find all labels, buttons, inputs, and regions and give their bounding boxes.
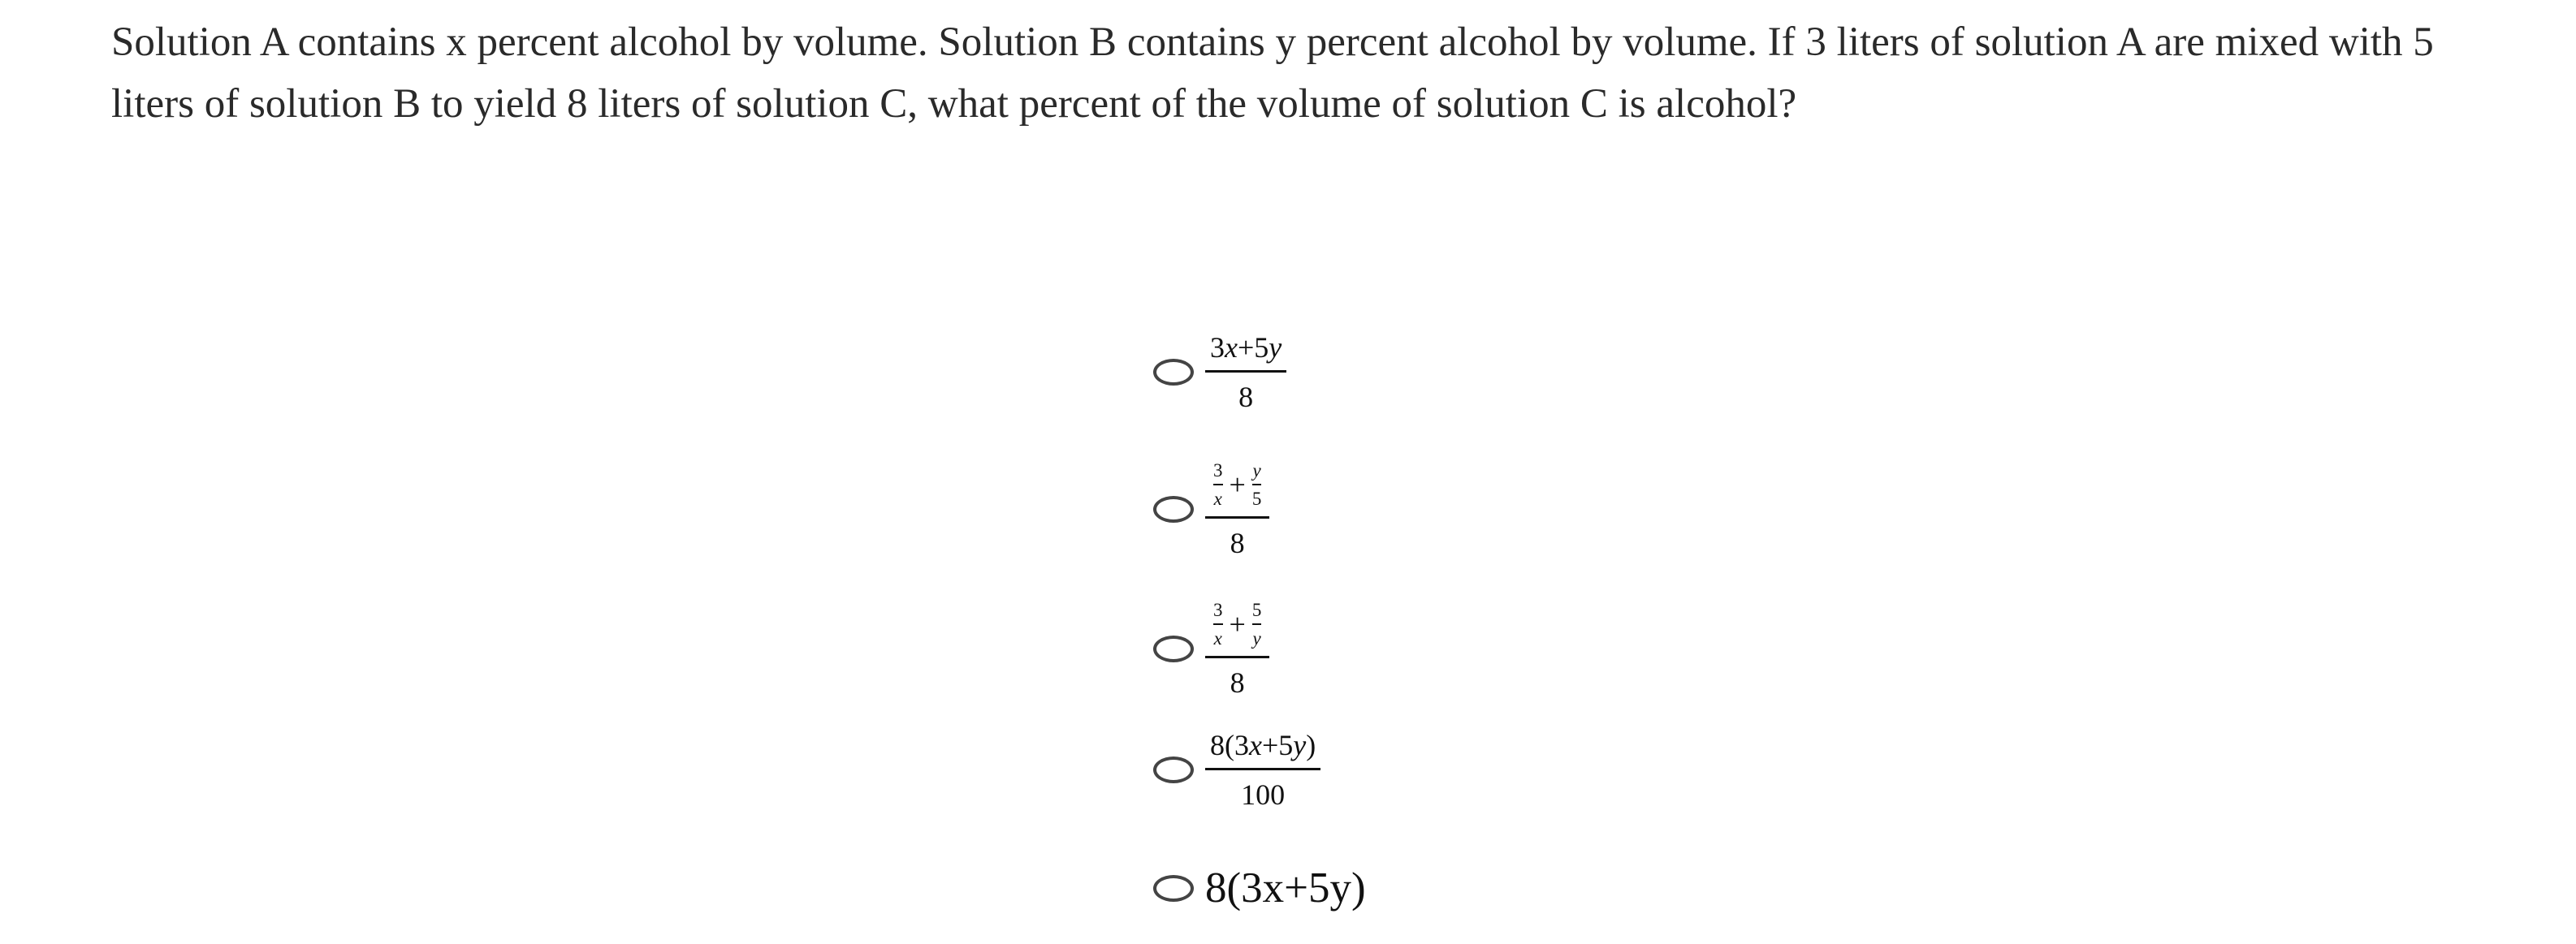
inner-numerator: 3 [1213, 460, 1223, 481]
inner-numerator: 5 [1251, 600, 1262, 620]
fraction [1205, 461, 1269, 558]
inner-fraction-bar [1252, 623, 1262, 625]
fraction-numerator [1205, 461, 1269, 516]
numerator-part: y [1269, 331, 1282, 364]
option-label: 8(3x+5y) [1205, 864, 1366, 912]
fraction-denominator: 8 [1230, 527, 1245, 559]
numerator-part: x [1249, 729, 1262, 761]
inner-fraction [1252, 461, 1262, 508]
inner-fraction-bar [1213, 484, 1223, 485]
fraction [1205, 333, 1286, 412]
numerator-part: +5 [1261, 729, 1294, 761]
inner-fraction [1252, 601, 1262, 648]
inner-fraction-bar [1213, 623, 1223, 625]
numerator-part: x [1225, 331, 1238, 364]
fraction-numerator [1205, 601, 1269, 656]
inner-numerator: 3 [1213, 600, 1223, 620]
answer-option-3[interactable] [1153, 601, 1269, 697]
radio-button[interactable] [1153, 359, 1194, 386]
inner-denominator: x [1213, 628, 1222, 649]
answer-option-4[interactable] [1153, 731, 1320, 809]
inner-denominator: y [1252, 628, 1261, 649]
plus-sign: + [1229, 468, 1246, 501]
radio-button[interactable] [1153, 756, 1194, 783]
plus-sign: + [1229, 608, 1246, 640]
inner-numerator: y [1252, 460, 1261, 481]
radio-button[interactable] [1153, 496, 1194, 523]
numerator-part: ) [1306, 729, 1316, 761]
answer-option-1[interactable] [1153, 333, 1286, 412]
answer-option-2[interactable] [1153, 461, 1269, 558]
inner-denominator: x [1213, 489, 1222, 509]
inner-denominator: 5 [1251, 489, 1262, 509]
fraction [1205, 601, 1269, 697]
answer-option-5[interactable] [1153, 864, 1366, 912]
radio-button[interactable] [1153, 875, 1194, 902]
radio-button[interactable] [1153, 636, 1194, 662]
numerator-part: 8(3 [1210, 729, 1249, 761]
inner-fraction-bar [1252, 484, 1262, 485]
question-text: Solution A contains x percent alcohol by volume. Solution B contains y percent alcohol by volume. If 3 liters of solution A are mixed with 5 liters of solution B to yield 8 liters of solution C, what percent of the volume of solution C is alcohol? [111, 19, 2434, 127]
fraction-denominator: 100 [1241, 778, 1286, 811]
numerator-part: y [1293, 729, 1307, 761]
fraction-numerator [1205, 731, 1320, 768]
numerator-part: +5 [1237, 331, 1269, 364]
fraction-denominator: 8 [1238, 381, 1254, 413]
numerator-part: 3 [1210, 331, 1225, 364]
inner-fraction [1213, 461, 1223, 508]
fraction [1205, 731, 1320, 809]
fraction-denominator: 8 [1230, 666, 1245, 699]
fraction-numerator [1205, 333, 1286, 370]
inner-fraction [1213, 601, 1223, 648]
